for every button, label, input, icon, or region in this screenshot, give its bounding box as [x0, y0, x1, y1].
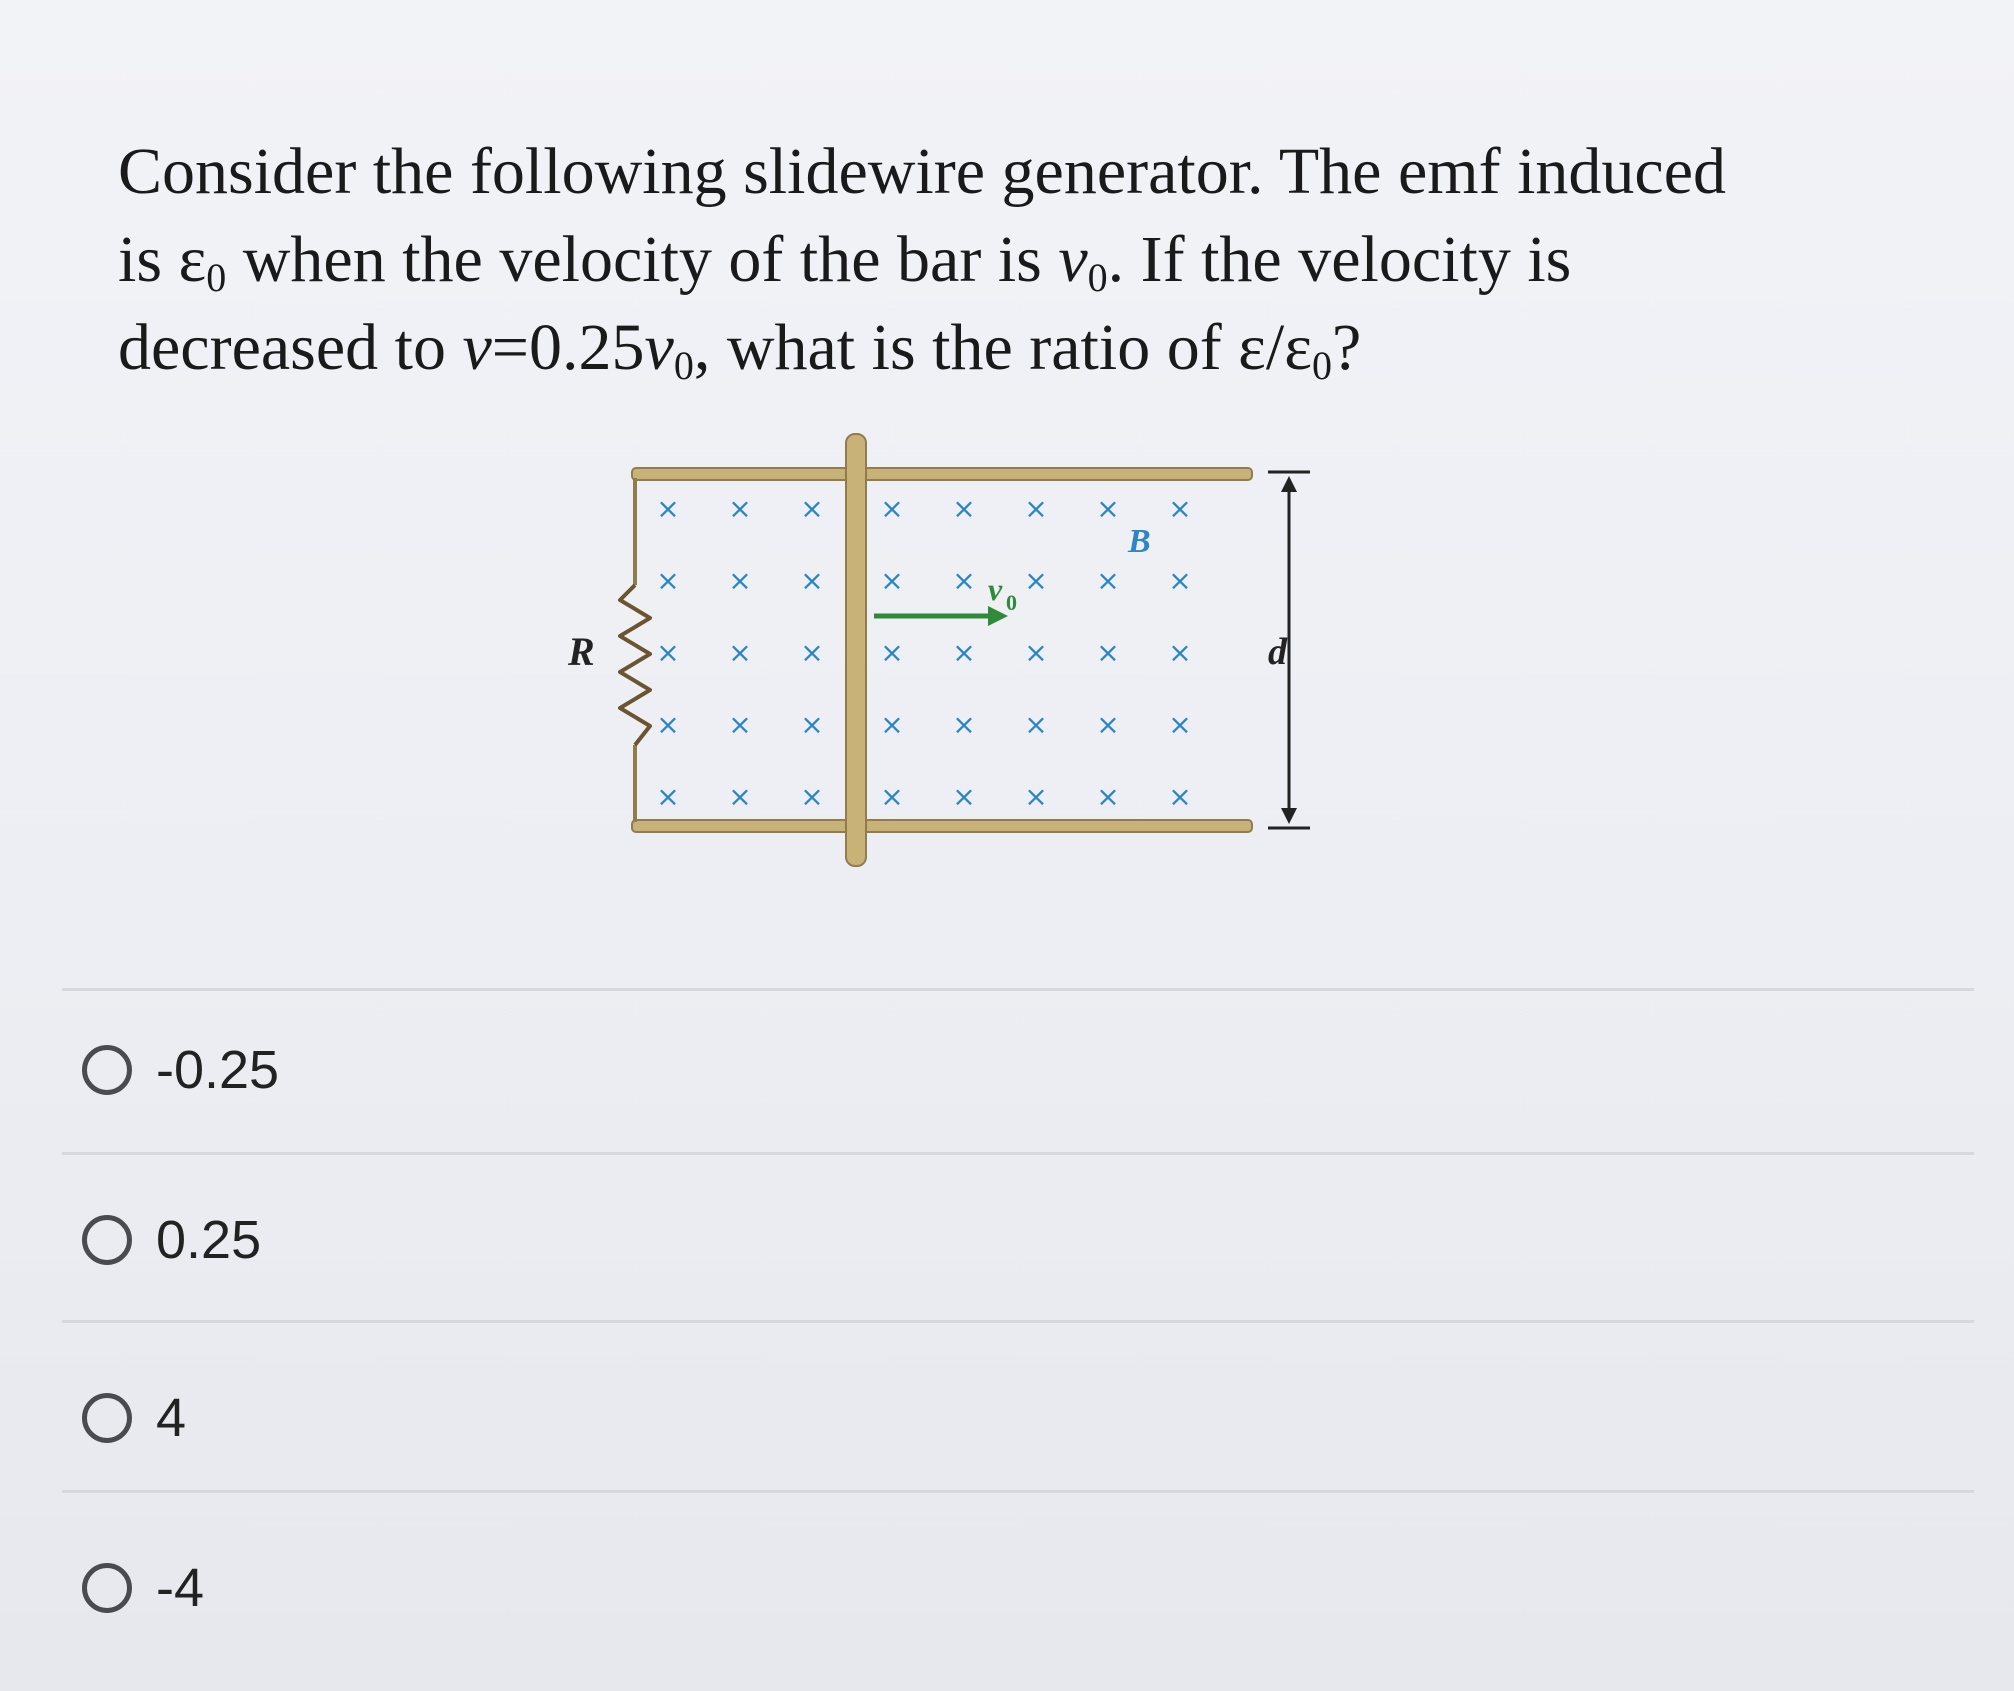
field-cross: × [656, 564, 680, 597]
subscript: 0 [1087, 255, 1108, 300]
divider [62, 1320, 1974, 1323]
field-cross: × [952, 636, 976, 669]
field-cross: × [880, 564, 904, 597]
question-text-fragment: decreased to [118, 311, 463, 384]
velocity-subscript: 0 [1006, 590, 1017, 615]
field-cross: × [1096, 636, 1120, 669]
field-cross: × [1168, 708, 1192, 741]
field-cross: × [880, 780, 904, 813]
field-cross: × [1096, 780, 1120, 813]
field-cross: × [1096, 492, 1120, 525]
field-cross: × [800, 708, 824, 741]
question-text [118, 128, 1918, 392]
field-cross: × [656, 636, 680, 669]
field-cross: × [728, 708, 752, 741]
option-label: 4 [156, 1388, 187, 1448]
field-cross: × [952, 492, 976, 525]
field-cross: × [800, 636, 824, 669]
field-cross: × [1096, 708, 1120, 741]
field-cross: × [728, 492, 752, 525]
field-cross: × [728, 636, 752, 669]
question-text-fragment: , what is the ratio of ε/ε [693, 311, 1312, 384]
field-cross: × [1024, 492, 1048, 525]
field-cross: × [656, 708, 680, 741]
field-cross: × [952, 708, 976, 741]
velocity-label: v [988, 571, 1003, 607]
question-line-1: Consider the following slidewire generator. The emf induced [118, 135, 1727, 208]
velocity-symbol: v [1058, 223, 1088, 296]
field-cross: × [1168, 636, 1192, 669]
field-cross: × [1024, 564, 1048, 597]
question-text-fragment: =0.25 [491, 311, 645, 384]
question-text-fragment: when the velocity of the bar is [226, 223, 1059, 296]
option-label: 0.25 [156, 1210, 262, 1270]
field-cross: × [656, 780, 680, 813]
distance-label: d [1268, 631, 1287, 673]
option-label: -0.25 [156, 1040, 280, 1100]
subscript: 0 [206, 255, 227, 300]
field-cross: × [1024, 708, 1048, 741]
field-cross: × [880, 708, 904, 741]
divider [62, 988, 1974, 991]
magnetic-field-crosses [656, 492, 1191, 813]
resistor-label: R [568, 629, 595, 674]
field-cross: × [1024, 780, 1048, 813]
answer-option[interactable] [82, 1200, 261, 1280]
field-cross: × [656, 492, 680, 525]
question-line-3 [118, 304, 1918, 392]
radio-button[interactable] [82, 1393, 132, 1443]
divider [62, 1152, 1974, 1155]
sliding-bar [846, 434, 866, 866]
distance-arrow-down [1281, 808, 1297, 824]
answer-option[interactable] [82, 1378, 186, 1458]
subscript: 0 [673, 343, 694, 388]
answer-option[interactable] [82, 1548, 204, 1628]
bottom-rail [632, 820, 1252, 832]
field-cross: × [1168, 492, 1192, 525]
field-cross: × [880, 636, 904, 669]
field-cross: × [728, 564, 752, 597]
answer-option[interactable] [82, 1030, 279, 1110]
velocity-symbol: v [462, 311, 492, 384]
field-cross: × [728, 780, 752, 813]
field-cross: × [1168, 780, 1192, 813]
radio-button[interactable] [82, 1215, 132, 1265]
velocity-symbol: v [644, 311, 674, 384]
field-label: B [1128, 523, 1151, 560]
velocity-arrowhead [988, 606, 1008, 626]
top-rail [632, 468, 1252, 480]
field-cross: × [880, 492, 904, 525]
distance-arrow-up [1281, 476, 1297, 492]
field-cross: × [800, 780, 824, 813]
field-cross: × [952, 780, 976, 813]
slidewire-generator-diagram [540, 420, 1360, 890]
question-text-fragment: ? [1331, 311, 1362, 384]
field-cross: × [1096, 564, 1120, 597]
resistor [620, 585, 650, 745]
option-label: -4 [156, 1558, 205, 1618]
question-line-2 [118, 216, 1918, 304]
subscript: 0 [1311, 343, 1332, 388]
radio-button[interactable] [82, 1045, 132, 1095]
field-cross: × [1024, 636, 1048, 669]
field-cross: × [952, 564, 976, 597]
radio-button[interactable] [82, 1563, 132, 1613]
field-cross: × [800, 492, 824, 525]
field-cross: × [800, 564, 824, 597]
question-text-fragment: . If the velocity is [1107, 223, 1572, 296]
field-cross: × [1168, 564, 1192, 597]
divider [62, 1490, 1974, 1493]
question-text-fragment: is ε [118, 223, 207, 296]
